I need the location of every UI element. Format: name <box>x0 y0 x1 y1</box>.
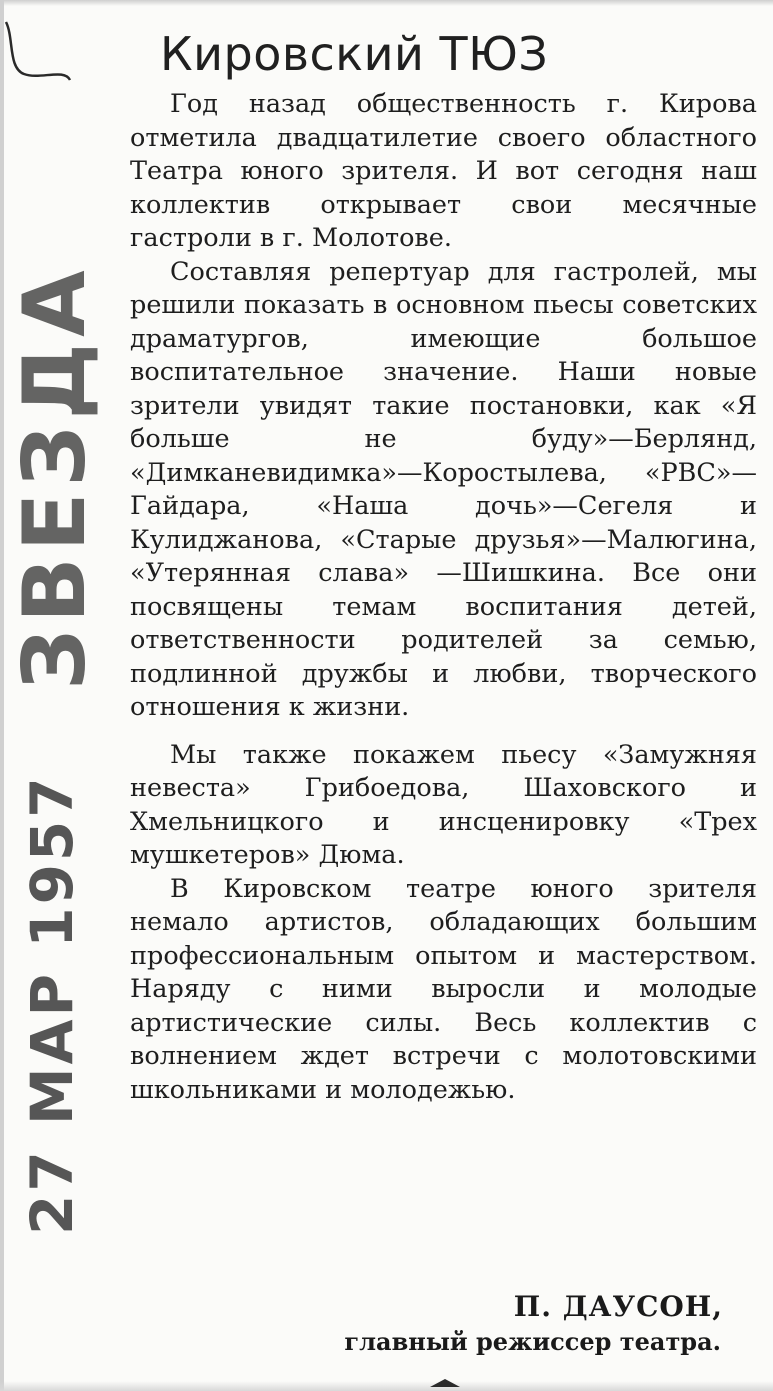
pen-mark <box>4 18 74 88</box>
date-stamp: 27 МАР 1957 <box>18 774 86 1235</box>
paper-edge-bottom <box>0 1381 773 1391</box>
paragraph-3: Мы также покажем пьесу «Замужняя невеста» Грибоедова, Шаховского и Хмельницкого и инсценировку «Трех мушкетеров» Дюма. <box>130 739 757 870</box>
paragraph-1: Год назад общественность г. Кирова отметила двадцатилетие своего областного Театра юного зрителя. И вот сегодня наш коллектив открывает свои месячные гастроли в г. Молотове. <box>130 89 757 253</box>
paragraph-4: В Кировском театре юного зрителя немало артистов, обладающих большим профессиональным опытом и мастерством. Наряду с ними выросли и молодые артистические силы. Весь коллектив с волнением ждет встречи с молотовскими школьниками и молодежью. <box>130 873 757 1105</box>
author-position: главный режиссер театра. <box>344 1327 721 1356</box>
newspaper-name-stamp: ЗВЕЗДА <box>5 264 105 690</box>
paragraph-2: Составляя репертуар для гастролей, мы решили показать в основном пьесы советских драматургов, имеющие большое воспитательное значение. Наши новые зрители увидят такие постановки, как «Я больше не буду»—Берлянд, «Димканевидимка»—Коростылева, «РВС»—Гайдара, «Наша дочь»—Сегеля и Кулиджанова, «Старые друзья»—Малюгина, «Утерянная слава» —Шишкина. Все они посвящены темам воспитания детей, ответственности родителей за семью, подлинной дружбы и любви, творческого отношения к жизни. <box>130 256 757 722</box>
author-signature: П. ДАУСОН, <box>513 1290 723 1323</box>
paper-edge-top <box>0 0 773 6</box>
article-title: Кировский ТЮЗ <box>160 27 549 81</box>
article-body <box>130 88 757 1107</box>
paper-edge-left <box>0 0 4 1391</box>
